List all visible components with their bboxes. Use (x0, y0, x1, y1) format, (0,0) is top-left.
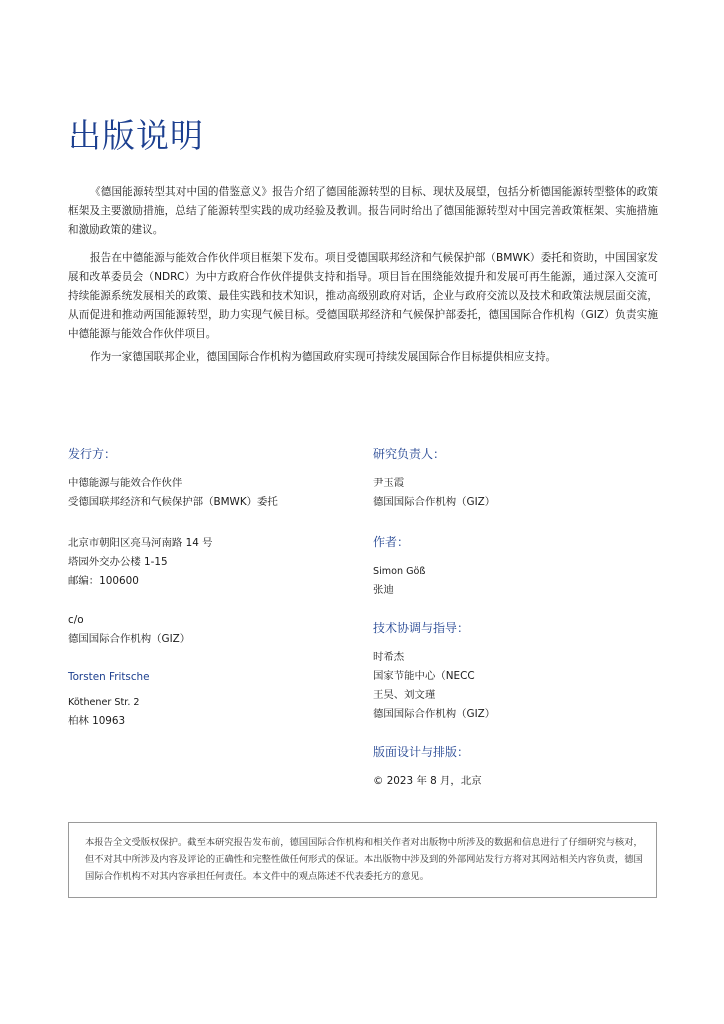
tech-guidance-name-2: 王昊、刘文瑾 (373, 689, 436, 701)
postal-code: 邮编：100600 (68, 575, 139, 587)
author-2: 张迪 (373, 584, 394, 596)
intro-paragraph-3: 作为一家德国联邦企业，德国国际合作机构为德国政府实现可持续发展国际合作目标提供相应支持。 (90, 351, 557, 363)
intro-paragraph-1: 《德国能源转型其对中国的借鉴意义》报告介绍了德国能源转型的目标、现状及展望，包括分析德国能源转型整体的政策框架及主要激励措施，总结了能源转型实践的成功经验及教训。报告同时给出了德国能源转型对中国完善政策框架、实施措施和激励政策的建议。 (68, 186, 658, 236)
publisher-commission: 受德国联邦经济和气候保护部（BMWK）委托 (68, 496, 278, 508)
research-lead-heading: 研究负责人： (373, 447, 446, 461)
address-line-2: 塔园外交办公楼 1-15 (68, 556, 168, 568)
copyright-disclaimer: 本报告全文受版权保护。截至本研究报告发布前，德国国际合作机构和相关作者对出版物中所涉及的数据和信息进行了仔细研究与核对，但不对其中所涉及内容及评论的正确性和完整性做任何形式的保证。本出版物中涉及到的外部网站发行方将对其网站相关内容负责，德国国际合作机构不对其内容承担任何责任。本文件中的观点陈述不代表委托方的意见。 (68, 822, 657, 898)
care-of: c/o (68, 614, 84, 626)
author-1: Simon Göß (373, 566, 426, 577)
publication-date: © 2023 年 8 月，北京 (373, 775, 482, 787)
page-title: 出版说明 (68, 116, 204, 155)
tech-guidance-name-1: 时希杰 (373, 651, 405, 663)
tech-guidance-org-1: 国家节能中心（NECC (373, 670, 475, 682)
address-line-1: 北京市朝阳区亮马河南路 14 号 (68, 537, 213, 549)
authors-heading: 作者： (373, 535, 410, 549)
credits-column (373, 446, 673, 791)
publisher-heading: 发行方： (68, 447, 117, 461)
contact-name: Torsten Fritsche (68, 671, 150, 683)
research-lead-org: 德国国际合作机构（GIZ） (373, 496, 496, 508)
layout-design-heading: 版面设计与排版： (373, 745, 470, 759)
street-address: Köthener Str. 2 (68, 697, 140, 708)
tech-guidance-org-2: 德国国际合作机构（GIZ） (373, 708, 496, 720)
research-lead-name: 尹玉霞 (373, 477, 405, 489)
intro-paragraph-2: 报告在中德能源与能效合作伙伴项目框架下发布。项目受德国联邦经济和气候保护部（BMWK）委托和资助，中国国家发展和改革委员会（NDRC）为中方政府合作伙伴提供支持和指导。项目旨在围绕能效提升和发展可再生能源，通过深入交流可持续能源系统发展相关的政策、最佳实践和技术知识，推动高级别政府对话，企业与政府交流以及技术和政策法规层面交流，从而促进和推动两国能源转型，助力实现气候目标。受德国联邦经济和气候保护部委托，德国国际合作机构（GIZ）负责实施中德能源与能效合作伙伴项目。 (68, 252, 658, 340)
publisher-column (68, 446, 348, 731)
care-of-org: 德国国际合作机构（GIZ） (68, 633, 191, 645)
tech-guidance-heading: 技术协调与指导： (373, 621, 470, 635)
publisher-org: 中德能源与能效合作伙伴 (68, 477, 183, 489)
city-postal: 柏林 10963 (68, 715, 126, 727)
